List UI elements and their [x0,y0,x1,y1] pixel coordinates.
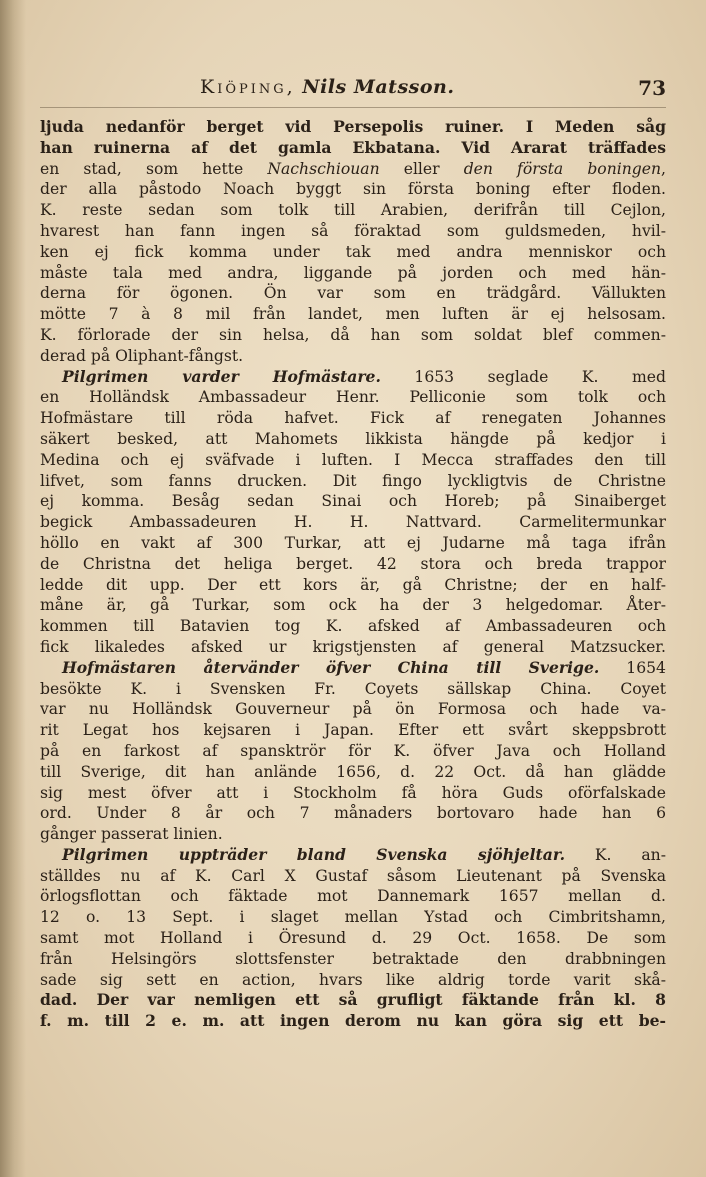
text-line: han ruinerna af det gamla Ekbatana. Vid Ararat träffades [40,137,666,157]
text-line: sade sig sett en action, hvars like aldrig torde varit skå- [40,970,666,989]
header-rule [40,107,666,108]
text-line: måne är, gå Turkar, som ock ha der 3 helgedomar. Åter- [40,596,666,615]
text-line: örlogsflottan och fäktade mot Dannemark 1657 mellan d. [40,887,666,906]
text-line: ledde dit upp. Der ett kors är, gå Christne; der en half- [40,575,666,594]
text-line: lifvet, som fanns drucken. Dit fingo lyckligtvis de Christne [40,471,666,490]
running-head-name: Nils Matsson. [302,76,455,98]
text-line: sig mest öfver att i Stockholm få höra Guds oförfalskade [40,783,666,802]
text-line: till Sverige, dit han anlände 1656, d. 22 Oct. då han glädde [40,762,666,781]
text-line: ken ej fick komma under tak med andra menniskor och [40,242,666,261]
body-text [40,117,666,1032]
text-line: var nu Holländsk Gouverneur på ön Formosa och hade va- [40,700,666,719]
text-line: en Holländsk Ambassadeur Henr. Pelliconie som tolk och [40,388,666,407]
text-line: f. m. till 2 e. m. att ingen derom nu kan göra sig ett be- [40,1011,666,1031]
section-heading: Pilgrimen uppträder bland Svenska sjöhjeltar. [62,844,566,864]
book-spine-shadow [0,0,26,1177]
text-line: gånger passerat linien. [40,825,223,844]
italic-term: Nachschiouan [267,159,380,178]
text-line: hvarest han fann ingen så föraktad som guldsmeden, hvil- [40,221,666,240]
text-line: måste tala med andra, liggande på jorden och med hän- [40,263,666,282]
text-line: från Helsingörs slottsfenster betraktade den drabbningen [40,949,666,968]
text-line: begick Ambassadeuren H. H. Nattvard. Carmelitermunkar [40,513,666,532]
text-line: ställdes nu af K. Carl X Gustaf såsom Lieutenant på Svenska [40,866,666,885]
running-head [200,76,454,98]
text-line: på en farkost af spansktrör för K. öfver Java och Holland [40,741,666,760]
text-line: rit Legat hos kejsaren i Japan. Efter ett svårt skeppsbrott [40,721,666,740]
text-line: derna för ögonen. Ön var som en trädgård. Vällukten [40,284,666,303]
text-line: ord. Under 8 år och 7 månaders bortovaro hade han 6 [40,804,666,823]
text-line: de Christna det heliga berget. 42 stora och breda trappor [40,554,666,573]
section-heading: Pilgrimen varder Hofmästare. [62,366,381,386]
text-line: der alla påstodo Noach byggt sin första boning efter floden. [40,180,666,199]
section-heading: Hofmästaren återvänder öfver China till Sverige. [62,657,600,677]
text-line: mötte 7 à 8 mil från landet, men luften är ej helsosam. [40,305,666,324]
text-line: ljuda nedanför berget vid Persepolis ruiner. I Meden såg [40,117,666,136]
text-line: besökte K. i Svensken Fr. Coyets sällskap China. Coyet [40,679,666,698]
text-line: K. förlorade der sin helsa, då han som soldat blef commen- [40,325,666,344]
page-header [40,76,666,102]
text-line: höllo en vakt af 300 Turkar, att ej Judarne må taga ifrån [40,533,666,552]
text-line: en stad, som hette Nachschiouan eller den första boningen, [40,159,666,178]
text-line: K. reste sedan som tolk till Arabien, derifrån till Cejlon, [40,201,666,220]
text-line: säkert besked, att Mahomets likkista hängde på kedjor i [40,429,666,448]
italic-term: den första boningen [463,159,662,178]
text-line: 12 o. 13 Sept. i slaget mellan Ystad och Cimbritshamn, [40,908,666,927]
running-head-place: Kiöping, [200,76,296,98]
text-line: fick likaledes afsked ur krigstjensten af general Matzsucker. [40,637,666,656]
page-number: 73 [638,76,666,100]
text-line: Hofmästare till röda hafvet. Fick af renegaten Johannes [40,409,666,428]
section-heading-line: Hofmästaren återvänder öfver China till Sverige. 1654 [62,657,666,677]
text-line: dad. Der var nemligen ett så grufligt fäktande från kl. 8 [40,990,666,1010]
text-line: kommen till Batavien tog K. afsked af Ambassadeuren och [40,617,666,636]
text-line: ej komma. Besåg sedan Sinai och Horeb; på Sinaiberget [40,492,666,511]
section-heading-line: Pilgrimen uppträder bland Svenska sjöhjeltar. K. an- [62,844,666,864]
text-line: Medina och ej sväfvade i luften. I Mecca straffades den till [40,450,666,469]
text-line: samt mot Holland i Öresund d. 29 Oct. 1658. De som [40,929,666,948]
text-line: derad på Oliphant-fångst. [40,346,244,365]
section-heading-line: Pilgrimen varder Hofmästare. 1653 seglade K. med [62,366,666,386]
